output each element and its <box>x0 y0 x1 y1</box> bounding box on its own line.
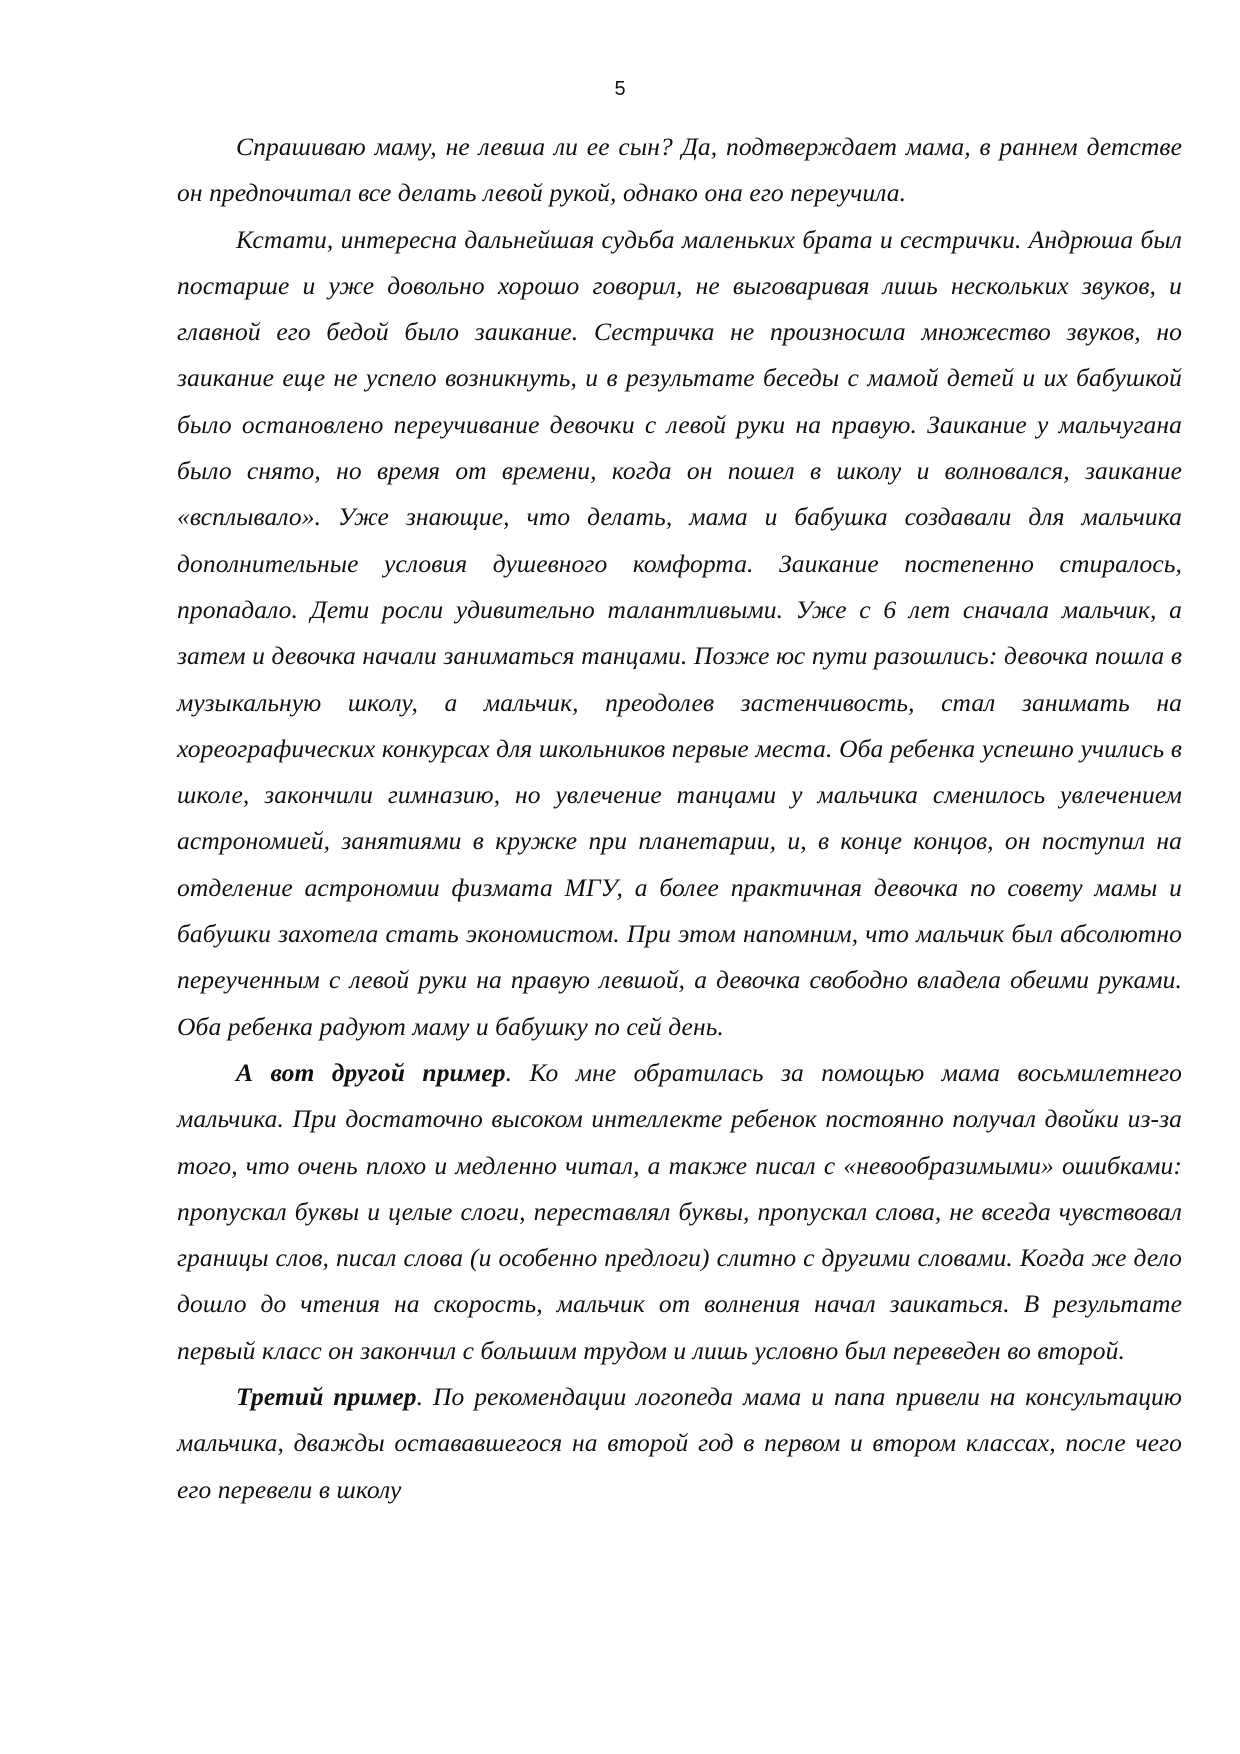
paragraph-third-example <box>177 1374 1182 1513</box>
paragraph-lead-bold: Третий пример <box>236 1382 417 1412</box>
paragraph-text: Кстати, интересна дальнейшая судьба маленьких брата и сестрички. Андрюша был постарше и уже довольно хорошо говорил, не выговаривая лишь нескольких звуков, и главной его бедой было заикание. Сестричка не произносила множество звуков, но заикание еще не успело возникнуть, и в результате беседы с мамой детей и их бабушкой было остановлено переучивание девочки с левой руки на правую. Заикание у мальчугана было снято, но время от времени, когда он пошел в школу и волновался, заикание «всплывало». Уже знающие, что делать, мама и бабушка создавали для мальчика дополнительные условия душевного комфорта. Заикание постепенно стиралось, пропадало. Дети росли удивительно талантливыми. Уже с 6 лет сначала мальчик, а затем и девочка начали заниматься танцами. Позже юс пути разошлись: девочка пошла в музыкальную школу, а мальчик, преодолев застенчивость, стал занимать на хореографических конкурсах для школьников первые места. Оба ребенка успешно учились в школе, закончили гимназию, но увлечение танцами у мальчика сменилось увлечением астрономией, занятиями в кружке при планетарии, и, в конце концов, он поступил на отделение астрономии физмата МГУ, а более практичная девочка по совету мамы и бабушки захотела стать экономистом. При этом напомним, что мальчик был абсолютно переученным с левой руки на правую левшой, а девочка свободно владела обеими руками. Оба ребенка радуют маму и бабушку по сей день. <box>177 224 1182 1041</box>
paragraph-another-example <box>177 1050 1182 1374</box>
paragraph-text: . По рекомендации логопеда мама и папа привели на консультацию мальчика, дважды остававшегося на второй год в первом и втором классах, после чего его перевели в школу <box>177 1382 1182 1504</box>
paragraph-lead-bold: А вот другой пример <box>236 1057 506 1087</box>
paragraph-text: . Ко мне обратилась за помощью мама восьмилетнего мальчика. При достаточно высоком интеллекте ребенок постоянно получал двойки из-за того, что очень плохо и медленно читал, а также писал с «невообразимыми» ошибками: пропускал буквы и целые слоги, переставлял буквы, пропускал слова, не всегда чувствовал границы слов, писал слова (и особенно предлоги) слитно с другими словами. Когда же дело дошло до чтения на скорость, мальчик от волнения начал заикаться. В результате первый класс он закончил с большим трудом и лишь условно был переведен во второй. <box>177 1057 1182 1365</box>
paragraph-left-handed-son <box>177 124 1182 217</box>
page-number: 5 <box>614 78 626 100</box>
paragraph-text: Спрашиваю маму, не левша ли ее сын? Да, подтверждает мама, в раннем детстве он предпочитал все делать левой рукой, однако она его переучила. <box>177 132 1182 208</box>
paragraph-brother-sister <box>177 217 1182 1050</box>
document-body <box>177 124 1182 1513</box>
